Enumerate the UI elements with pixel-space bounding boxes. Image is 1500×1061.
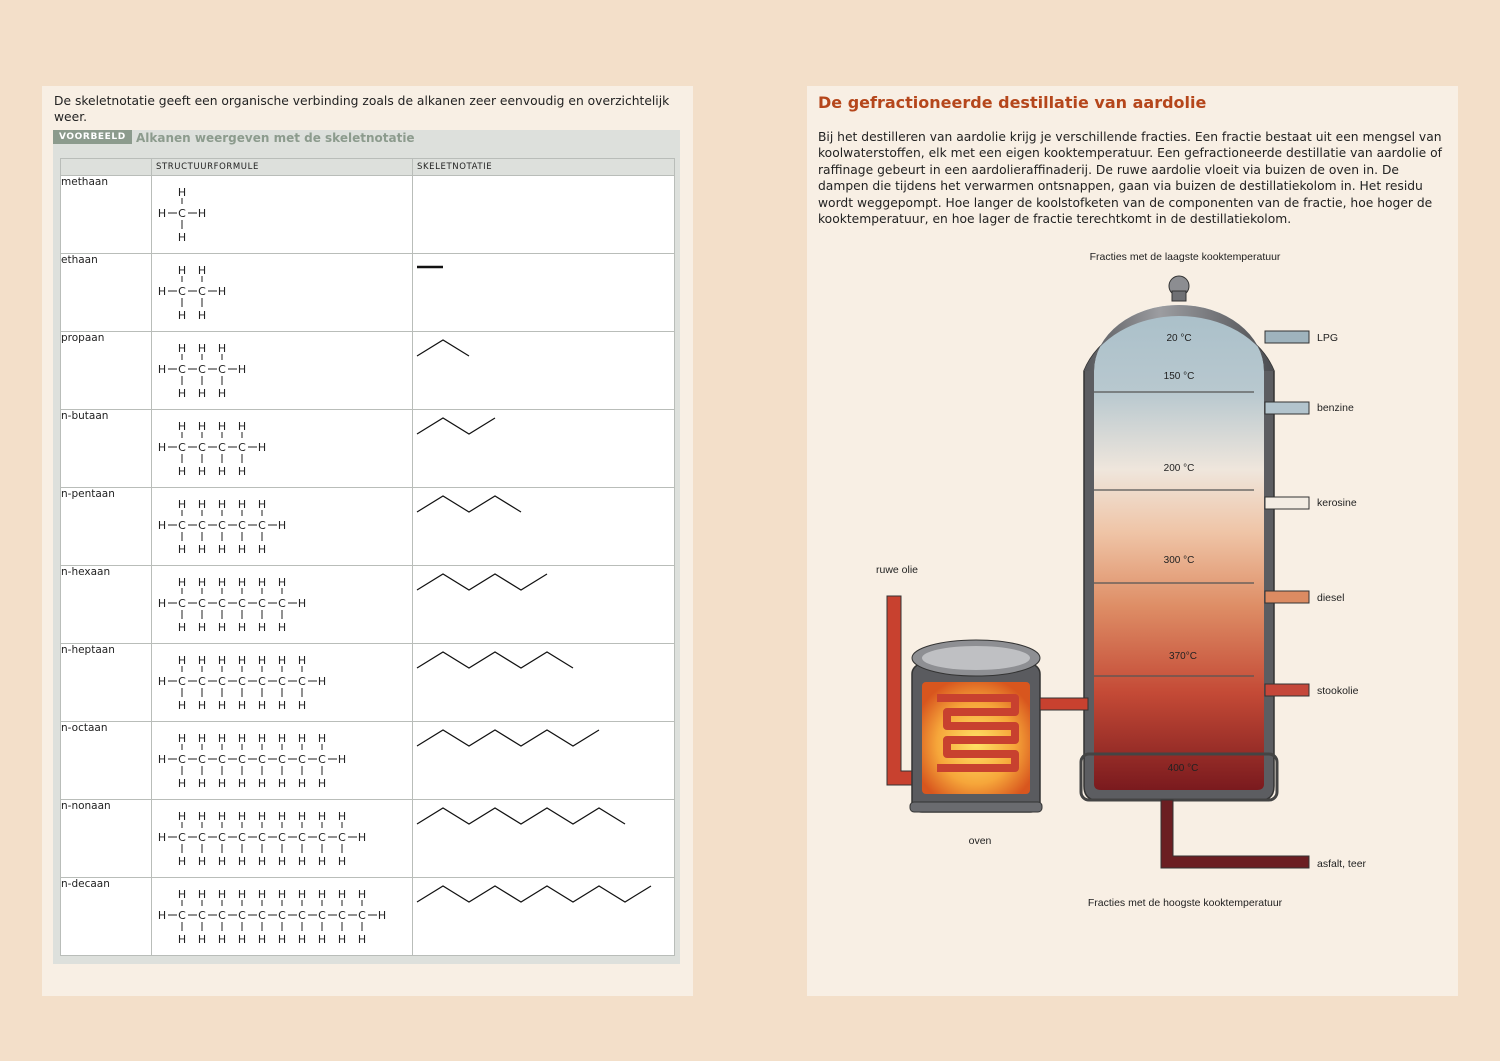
skeletal-notation <box>413 254 675 332</box>
carbon-atom: C <box>178 597 186 610</box>
temp-label: 300 °C <box>1163 555 1195 566</box>
structural-formula-drawing <box>152 254 412 330</box>
carbon-atom: C <box>178 831 186 844</box>
carbon-atom: C <box>218 441 226 454</box>
carbon-atom: C <box>178 285 186 298</box>
hydrogen-atom: H <box>217 285 227 298</box>
structural-formula-drawing <box>152 332 412 408</box>
hydrogen-atom: H <box>177 810 187 823</box>
hydrogen-atom: H <box>257 888 267 901</box>
hydrogen-atom: H <box>357 933 367 946</box>
alkane-name: methaan <box>61 176 152 254</box>
hydrogen-atom: H <box>157 675 167 688</box>
carbon-atom: C <box>358 909 366 922</box>
hydrogen-atom: H <box>257 699 267 712</box>
carbon-atom: C <box>198 519 206 532</box>
hydrogen-atom: H <box>157 753 167 766</box>
structural-formula <box>152 410 413 488</box>
structural-formula-drawing <box>152 644 412 720</box>
carbon-atom: C <box>218 363 226 376</box>
carbon-atom: C <box>298 831 306 844</box>
hydrogen-atom: H <box>257 855 267 868</box>
hydrogen-atom: H <box>237 363 247 376</box>
structural-formula <box>152 644 413 722</box>
hydrogen-atom: H <box>277 810 287 823</box>
hydrogen-atom: H <box>297 699 307 712</box>
example-badge: VOORBEELD <box>53 130 132 144</box>
hydrogen-atom: H <box>217 543 227 556</box>
structural-formula <box>152 800 413 878</box>
carbon-atom: C <box>178 753 186 766</box>
table-row <box>61 176 675 254</box>
hydrogen-atom: H <box>357 831 367 844</box>
fraction-label: diesel <box>1317 592 1345 604</box>
hydrogen-atom: H <box>197 465 207 478</box>
carbon-chain-line <box>417 340 469 356</box>
hydrogen-atom: H <box>177 621 187 634</box>
structural-formula-drawing <box>152 722 412 798</box>
skeletal-notation <box>413 566 675 644</box>
hydrogen-atom: H <box>177 387 187 400</box>
hydrogen-atom: H <box>177 186 187 199</box>
carbon-atom: C <box>278 909 286 922</box>
hydrogen-atom: H <box>157 207 167 220</box>
hydrogen-atom: H <box>337 855 347 868</box>
hydrogen-atom: H <box>337 888 347 901</box>
skeletal-notation <box>413 488 675 566</box>
hydrogen-atom: H <box>217 699 227 712</box>
structural-formula-drawing <box>152 488 412 564</box>
hydrogen-atom: H <box>217 732 227 745</box>
carbon-atom: C <box>278 675 286 688</box>
table-row <box>61 644 675 722</box>
hydrogen-atom: H <box>297 732 307 745</box>
hydrogen-atom: H <box>357 888 367 901</box>
alkane-table <box>60 158 675 956</box>
distillation-diagram <box>807 86 1458 996</box>
column-header-skeleton: SKELETNOTATIE <box>413 159 675 176</box>
hydrogen-atom: H <box>217 420 227 433</box>
alkane-name: n-butaan <box>61 410 152 488</box>
hydrogen-atom: H <box>197 543 207 556</box>
table-row <box>61 878 675 956</box>
structural-formula <box>152 566 413 644</box>
table-row <box>61 332 675 410</box>
hydrogen-atom: H <box>197 207 207 220</box>
hydrogen-atom: H <box>177 699 187 712</box>
hydrogen-atom: H <box>297 855 307 868</box>
hydrogen-atom: H <box>237 654 247 667</box>
carbon-atom: C <box>298 675 306 688</box>
skeletal-notation <box>413 410 675 488</box>
carbon-atom: C <box>238 597 246 610</box>
carbon-chain-line <box>417 418 495 434</box>
hydrogen-atom: H <box>237 732 247 745</box>
hydrogen-atom: H <box>277 855 287 868</box>
alkane-name: ethaan <box>61 254 152 332</box>
carbon-atom: C <box>278 831 286 844</box>
hydrogen-atom: H <box>297 933 307 946</box>
skeletal-drawing <box>413 644 673 720</box>
carbon-atom: C <box>318 909 326 922</box>
carbon-atom: C <box>278 753 286 766</box>
hydrogen-atom: H <box>197 264 207 277</box>
hydrogen-atom: H <box>257 576 267 589</box>
kerosine-pipe <box>1265 497 1309 509</box>
hydrogen-atom: H <box>177 654 187 667</box>
hydrogen-atom: H <box>277 732 287 745</box>
skeletal-drawing <box>413 488 673 564</box>
hydrogen-atom: H <box>157 285 167 298</box>
carbon-atom: C <box>258 753 266 766</box>
hydrogen-atom: H <box>177 888 187 901</box>
carbon-atom: C <box>218 519 226 532</box>
hydrogen-atom: H <box>217 933 227 946</box>
carbon-atom: C <box>238 909 246 922</box>
hydrogen-atom: H <box>217 465 227 478</box>
hydrogen-atom: H <box>257 654 267 667</box>
carbon-atom: C <box>178 675 186 688</box>
structural-formula-drawing <box>152 176 412 252</box>
table-row <box>61 722 675 800</box>
carbon-chain-line <box>417 808 625 824</box>
hydrogen-atom: H <box>177 933 187 946</box>
hydrogen-atom: H <box>257 732 267 745</box>
hydrogen-atom: H <box>197 777 207 790</box>
structural-formula <box>152 722 413 800</box>
hydrogen-atom: H <box>157 909 167 922</box>
hydrogen-atom: H <box>237 810 247 823</box>
carbon-atom: C <box>338 909 346 922</box>
hydrogen-atom: H <box>237 543 247 556</box>
hydrogen-atom: H <box>157 831 167 844</box>
hydrogen-atom: H <box>277 933 287 946</box>
carbon-atom: C <box>178 441 186 454</box>
column-header-structure: STRUCTUURFORMULE <box>152 159 413 176</box>
carbon-atom: C <box>238 753 246 766</box>
table-row <box>61 488 675 566</box>
hydrogen-atom: H <box>257 777 267 790</box>
carbon-atom: C <box>218 909 226 922</box>
stookolie-pipe <box>1265 684 1309 696</box>
column-header-name <box>61 159 152 176</box>
skeletal-notation <box>413 332 675 410</box>
carbon-chain-line <box>417 652 573 668</box>
carbon-atom: C <box>218 753 226 766</box>
carbon-atom: C <box>318 753 326 766</box>
carbon-atom: C <box>258 519 266 532</box>
structural-formula-drawing <box>152 410 412 486</box>
hydrogen-atom: H <box>157 597 167 610</box>
structural-formula-drawing <box>152 566 412 642</box>
hydrogen-atom: H <box>177 855 187 868</box>
hydrogen-atom: H <box>157 519 167 532</box>
hydrogen-atom: H <box>277 654 287 667</box>
alkane-name: propaan <box>61 332 152 410</box>
table-row <box>61 410 675 488</box>
hydrogen-atom: H <box>217 498 227 511</box>
top-caption: Fracties met de laagste kooktemperatuur <box>1089 251 1281 263</box>
carbon-atom: C <box>198 909 206 922</box>
hydrogen-atom: H <box>237 420 247 433</box>
carbon-atom: C <box>218 597 226 610</box>
fraction-label: asfalt, teer <box>1317 858 1367 870</box>
carbon-atom: C <box>198 675 206 688</box>
carbon-atom: C <box>278 597 286 610</box>
carbon-atom: C <box>198 597 206 610</box>
carbon-atom: C <box>198 441 206 454</box>
body-text: Bij het destilleren van aardolie krijg je verschillende fracties. Een fractie bestaat uit een mengsel van koolwaterstoffen, elk met een eigen kooktemperatuur. Een gefractioneerde destillatie van aardolie of raffinage gebeurt in een aardolieraffinaderij. De ruwe aardolie vloeit via buizen de oven in. De dampen die tijdens het verwarmen ontsnappen, gaan via buizen de destillatiekolom in. Het residu wordt weggepompt. Hoe langer de koolstofketen van de componenten van de fractie, hoe hoger de kooktemperatuur, en hoe lager de fractie terechtkomt in de destillatiekolom. <box>818 130 1442 227</box>
temp-label: 20 °C <box>1166 333 1192 344</box>
hydrogen-atom: H <box>237 576 247 589</box>
hydrogen-atom: H <box>197 342 207 355</box>
hydrogen-atom: H <box>317 933 327 946</box>
section-title: De gefractioneerde destillatie van aardolie <box>818 93 1207 112</box>
hydrogen-atom: H <box>177 342 187 355</box>
hydrogen-atom: H <box>237 498 247 511</box>
hydrogen-atom: H <box>237 621 247 634</box>
hydrogen-atom: H <box>197 654 207 667</box>
hydrogen-atom: H <box>217 576 227 589</box>
table-row <box>61 800 675 878</box>
structural-formula-drawing <box>152 878 412 954</box>
hydrogen-atom: H <box>197 387 207 400</box>
hydrogen-atom: H <box>317 732 327 745</box>
carbon-atom: C <box>238 831 246 844</box>
carbon-chain-line <box>417 574 547 590</box>
skeletal-drawing <box>413 254 673 330</box>
right-page <box>807 86 1458 996</box>
hydrogen-atom: H <box>217 387 227 400</box>
carbon-atom: C <box>198 831 206 844</box>
carbon-chain-line <box>417 886 651 902</box>
carbon-atom: C <box>178 363 186 376</box>
carbon-atom: C <box>238 519 246 532</box>
hydrogen-atom: H <box>337 810 347 823</box>
structural-formula-drawing <box>152 800 412 876</box>
alkane-name: n-hexaan <box>61 566 152 644</box>
oven <box>910 640 1042 812</box>
hydrogen-atom: H <box>197 855 207 868</box>
carbon-atom: C <box>178 909 186 922</box>
hydrogen-atom: H <box>317 810 327 823</box>
hydrogen-atom: H <box>277 519 287 532</box>
hydrogen-atom: H <box>297 777 307 790</box>
carbon-chain-line <box>417 496 521 512</box>
hydrogen-atom: H <box>197 810 207 823</box>
skeletal-drawing <box>413 722 673 798</box>
hydrogen-atom: H <box>197 621 207 634</box>
structural-formula <box>152 488 413 566</box>
hydrogen-atom: H <box>177 420 187 433</box>
hydrogen-atom: H <box>317 888 327 901</box>
alkane-name: n-octaan <box>61 722 152 800</box>
hydrogen-atom: H <box>257 543 267 556</box>
temp-label: 370°C <box>1169 651 1197 662</box>
hydrogen-atom: H <box>257 621 267 634</box>
hydrogen-atom: H <box>317 855 327 868</box>
hydrogen-atom: H <box>297 654 307 667</box>
skeletal-notation <box>413 722 675 800</box>
structural-formula <box>152 254 413 332</box>
hydrogen-atom: H <box>197 888 207 901</box>
temp-label: 200 °C <box>1163 463 1195 474</box>
skeletal-notation <box>413 800 675 878</box>
hydrogen-atom: H <box>157 363 167 376</box>
carbon-atom: C <box>178 519 186 532</box>
benzine-pipe <box>1265 402 1309 414</box>
hydrogen-atom: H <box>277 777 287 790</box>
hydrogen-atom: H <box>177 309 187 322</box>
fraction-label: kerosine <box>1317 497 1357 509</box>
skeletal-drawing <box>413 332 673 408</box>
hydrogen-atom: H <box>277 699 287 712</box>
hydrogen-atom: H <box>177 465 187 478</box>
example-box <box>53 130 680 964</box>
hydrogen-atom: H <box>257 933 267 946</box>
hydrogen-atom: H <box>217 855 227 868</box>
structural-formula <box>152 332 413 410</box>
oven-label: oven <box>968 835 992 847</box>
fraction-label: benzine <box>1317 402 1354 414</box>
hydrogen-atom: H <box>277 621 287 634</box>
hydrogen-atom: H <box>197 933 207 946</box>
fraction-label: stookolie <box>1317 685 1359 697</box>
skeletal-notation <box>413 878 675 956</box>
skeletal-drawing <box>413 176 673 252</box>
hydrogen-atom: H <box>177 264 187 277</box>
hydrogen-atom: H <box>377 909 387 922</box>
structural-formula <box>152 878 413 956</box>
table-row <box>61 566 675 644</box>
hydrogen-atom: H <box>317 675 327 688</box>
diesel-pipe <box>1265 591 1309 603</box>
hydrogen-atom: H <box>257 441 267 454</box>
hydrogen-atom: H <box>197 732 207 745</box>
carbon-atom: C <box>218 831 226 844</box>
carbon-atom: C <box>298 753 306 766</box>
hydrogen-atom: H <box>257 810 267 823</box>
skeletal-notation <box>413 644 675 722</box>
left-page <box>42 86 693 996</box>
hydrogen-atom: H <box>197 576 207 589</box>
hydrogen-atom: H <box>177 732 187 745</box>
carbon-atom: C <box>198 363 206 376</box>
temp-label: 400 °C <box>1167 763 1199 774</box>
carbon-atom: C <box>238 675 246 688</box>
hydrogen-atom: H <box>197 420 207 433</box>
hydrogen-atom: H <box>177 576 187 589</box>
carbon-atom: C <box>218 675 226 688</box>
hydrogen-atom: H <box>177 231 187 244</box>
hydrogen-atom: H <box>297 888 307 901</box>
hydrogen-atom: H <box>237 933 247 946</box>
skeletal-drawing <box>413 410 673 486</box>
table-row <box>61 254 675 332</box>
hydrogen-atom: H <box>177 777 187 790</box>
hydrogen-atom: H <box>297 597 307 610</box>
hydrogen-atom: H <box>177 498 187 511</box>
column-top-neck <box>1172 291 1186 301</box>
hydrogen-atom: H <box>217 777 227 790</box>
hydrogen-atom: H <box>157 441 167 454</box>
hydrogen-atom: H <box>277 576 287 589</box>
carbon-atom: C <box>198 285 206 298</box>
carbon-atom: C <box>258 597 266 610</box>
carbon-atom: C <box>258 909 266 922</box>
carbon-atom: C <box>178 207 186 220</box>
crude-oil-pipe <box>887 596 915 785</box>
skeletal-notation <box>413 176 675 254</box>
fraction-label: LPG <box>1317 332 1339 344</box>
alkane-name: n-heptaan <box>61 644 152 722</box>
structural-formula <box>152 176 413 254</box>
carbon-atom: C <box>238 441 246 454</box>
hydrogen-atom: H <box>177 543 187 556</box>
carbon-atom: C <box>338 831 346 844</box>
hydrogen-atom: H <box>237 888 247 901</box>
skeletal-drawing <box>413 878 673 954</box>
skeletal-drawing <box>413 566 673 642</box>
example-title: Alkanen weergeven met de skeletnotatie <box>136 131 415 145</box>
carbon-atom: C <box>198 753 206 766</box>
hydrogen-atom: H <box>237 777 247 790</box>
hydrogen-atom: H <box>217 888 227 901</box>
temp-label: 150 °C <box>1163 371 1195 382</box>
hydrogen-atom: H <box>277 888 287 901</box>
hydrogen-atom: H <box>217 342 227 355</box>
oven-to-column-pipe <box>1040 698 1088 710</box>
hydrogen-atom: H <box>337 753 347 766</box>
hydrogen-atom: H <box>197 699 207 712</box>
carbon-atom: C <box>258 675 266 688</box>
bottom-caption: Fracties met de hoogste kooktemperatuur <box>1087 897 1283 909</box>
hydrogen-atom: H <box>237 855 247 868</box>
hydrogen-atom: H <box>237 699 247 712</box>
hydrogen-atom: H <box>237 465 247 478</box>
lpg-pipe <box>1265 331 1309 343</box>
asphalt-pipe <box>1161 800 1309 868</box>
carbon-atom: C <box>318 831 326 844</box>
intro-text: De skeletnotatie geeft een organische verbinding zoals de alkanen zeer eenvoudig en overzichtelijk weer. <box>54 94 670 124</box>
alkane-name: n-nonaan <box>61 800 152 878</box>
hydrogen-atom: H <box>317 777 327 790</box>
hydrogen-atom: H <box>217 654 227 667</box>
crude-oil-label: ruwe olie <box>875 564 919 576</box>
table-header-row <box>61 159 675 176</box>
carbon-chain-line <box>417 730 599 746</box>
alkane-name: n-decaan <box>61 878 152 956</box>
hydrogen-atom: H <box>197 498 207 511</box>
hydrogen-atom: H <box>257 498 267 511</box>
alkane-name: n-pentaan <box>61 488 152 566</box>
carbon-atom: C <box>298 909 306 922</box>
hydrogen-atom: H <box>337 933 347 946</box>
hydrogen-atom: H <box>197 309 207 322</box>
carbon-atom: C <box>258 831 266 844</box>
hydrogen-atom: H <box>297 810 307 823</box>
hydrogen-atom: H <box>217 810 227 823</box>
skeletal-drawing <box>413 800 673 876</box>
hydrogen-atom: H <box>217 621 227 634</box>
